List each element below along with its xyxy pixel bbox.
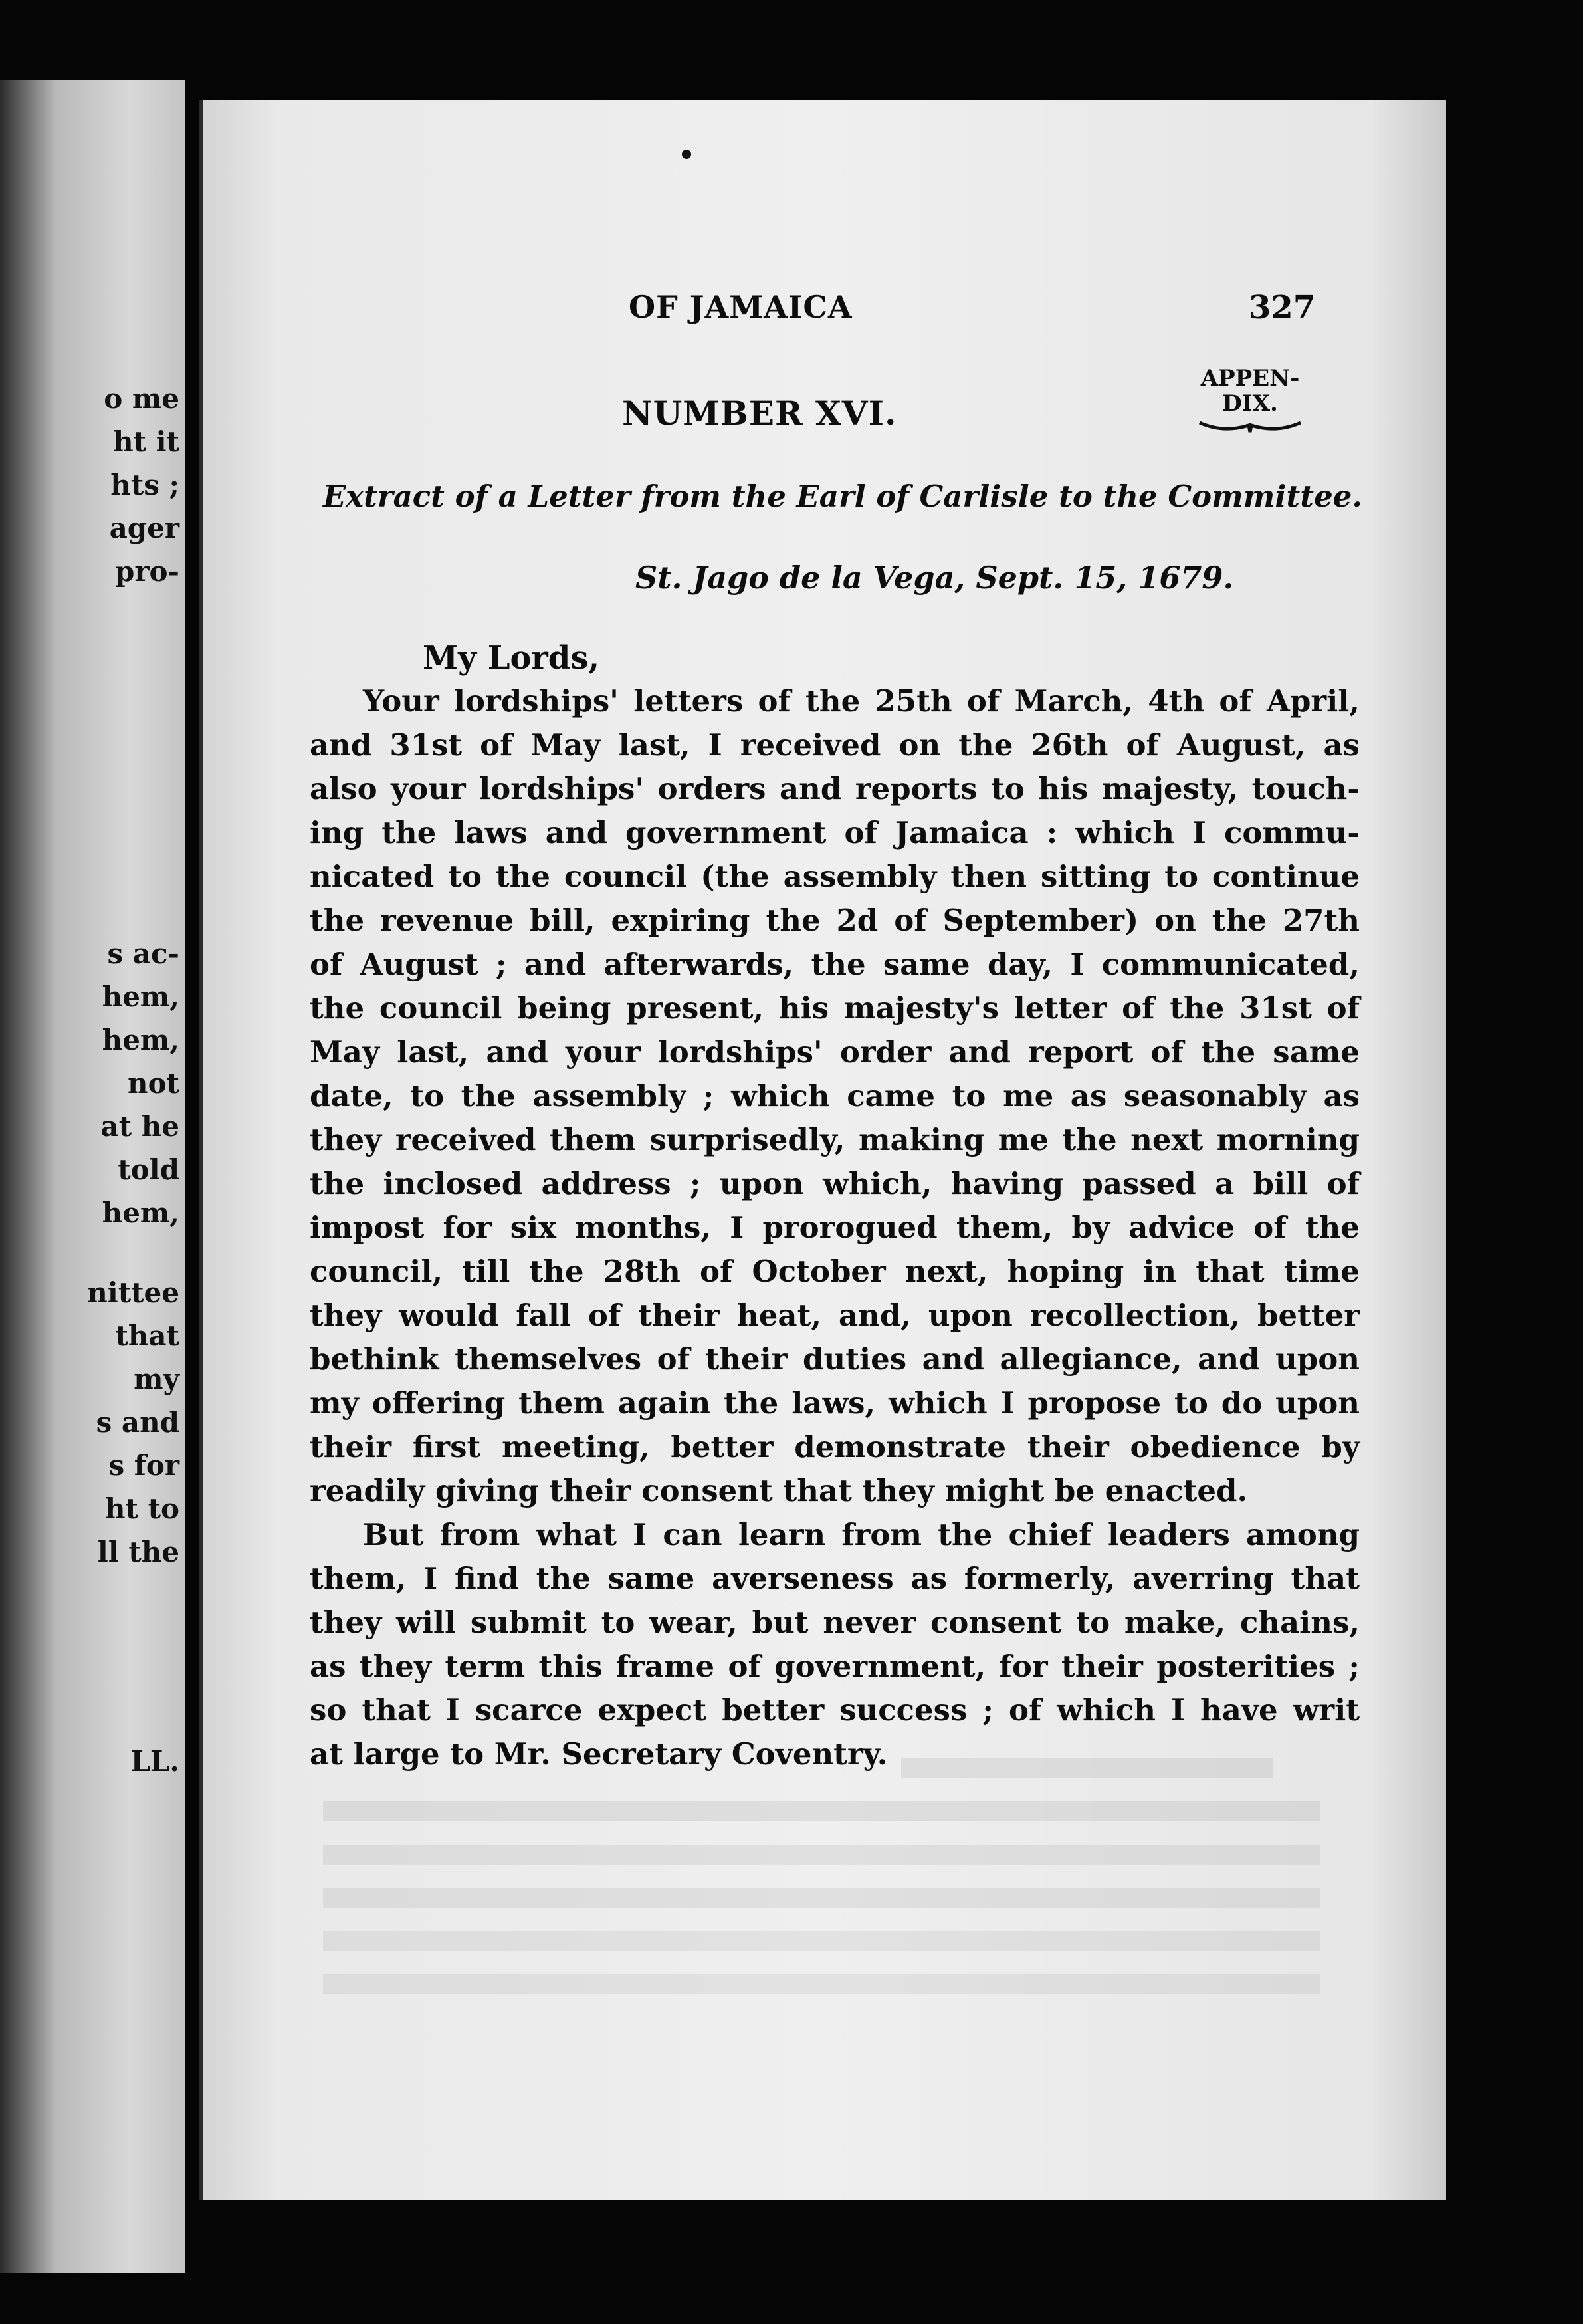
body-line: as they term this frame of government, for their posterities ; [310,1649,1360,1684]
left-page-fragment: s for [108,1449,179,1482]
body-line: But from what I can learn from the chief leaders among [363,1517,1360,1552]
bleed-through-mark [323,1888,1320,1908]
body-line: also your lordships' orders and reports to his majesty, touch- [310,771,1360,806]
page-number: 327 [1249,289,1316,326]
left-page-fragment: hem, [102,981,179,1013]
body-line: council, till the 28th of October next, hoping in that time [310,1254,1360,1289]
letter-body [310,679,1360,1776]
margin-note-line: APPEN- [1200,365,1300,392]
body-line: date, to the assembly ; which came to me as seasonably as [310,1078,1360,1113]
body-line: nicated to the council (the assembly then sitting to continue [310,859,1360,894]
left-page-fragment: s and [96,1406,179,1439]
brace-flourish-icon [1197,417,1303,435]
book-page [199,100,1446,2200]
left-page-fragment: LL. [130,1745,179,1778]
body-line: so that I scarce expect better success ; of which I have writ [310,1692,1360,1728]
left-page-fragment: hts ; [110,469,179,501]
left-page-fragment: at he [100,1110,179,1143]
left-page-fragment: not [128,1067,179,1100]
body-line: they will submit to wear, but never consent to make, chains, [310,1605,1360,1640]
bleed-through-mark [323,1974,1320,1994]
margin-note-appendix [1190,366,1310,435]
extract-title: Extract of a Letter from the Earl of Carlisle to the Committee. [323,479,1362,514]
body-line: and 31st of May last, I received on the 26th of August, as [310,727,1360,762]
dateline-date: Sept. 15, 1679. [976,560,1234,596]
body-line: the inclosed address ; upon which, having passed a bill of [310,1166,1360,1201]
ink-speck [682,150,691,159]
left-page-fragment: ht it [113,425,179,458]
bleed-through-mark [323,1931,1320,1951]
dateline [635,560,1233,596]
left-page-fragment: ll the [97,1536,179,1568]
body-line: May last, and your lordships' order and report of the same [310,1034,1360,1070]
body-line: Your lordships' letters of the 25th of March, 4th of April, [363,683,1360,719]
left-page-fragment: hem, [102,1024,179,1056]
section-number-title: NUMBER XVI. [622,394,897,433]
body-line: them, I find the same averseness as formerly, averring that [310,1561,1360,1596]
body-line: they would fall of their heat, and, upon recollection, better [310,1298,1360,1333]
body-line: ing the laws and government of Jamaica : which I commu- [310,815,1360,850]
body-line: at large to Mr. Secretary Coventry. [310,1736,888,1772]
bleed-through-mark [323,1845,1320,1865]
body-line: they received them surprisedly, making me the next morning [310,1122,1360,1157]
left-page-fragment: told [118,1153,179,1186]
margin-note-line: DIX. [1222,390,1278,417]
salutation: My Lords, [423,639,600,677]
body-line: readily giving their consent that they might be enacted. [310,1473,1248,1508]
left-page-fragment: my [134,1363,179,1395]
bleed-through-mark [323,1801,1320,1821]
left-page-fragment: that [115,1320,179,1352]
left-page-fragment: ht to [105,1492,179,1525]
dateline-place: St. Jago de la Vega, [635,560,966,596]
left-page-fragment: pro- [115,555,179,588]
left-page-fragment: ager [109,512,179,544]
body-line: the council being present, his majesty's letter of the 31st of [310,990,1360,1026]
body-line: of August ; and afterwards, the same day, I communicated, [310,947,1360,982]
body-line: their first meeting, better demonstrate their obedience by [310,1429,1360,1464]
left-page-fragment: s ac- [107,937,179,970]
running-head: OF JAMAICA [629,289,853,325]
adjacent-left-page [0,80,185,2273]
body-line: impost for six months, I prorogued them, by advice of the [310,1210,1360,1245]
body-line: bethink themselves of their duties and allegiance, and upon [310,1341,1360,1377]
left-page-fragment: hem, [102,1197,179,1229]
body-line: the revenue bill, expiring the 2d of September) on the 27th [310,903,1360,938]
left-page-fragment: nittee [87,1276,179,1309]
body-line: my offering them again the laws, which I propose to do upon [310,1385,1360,1421]
left-page-fragment: o me [104,382,179,415]
